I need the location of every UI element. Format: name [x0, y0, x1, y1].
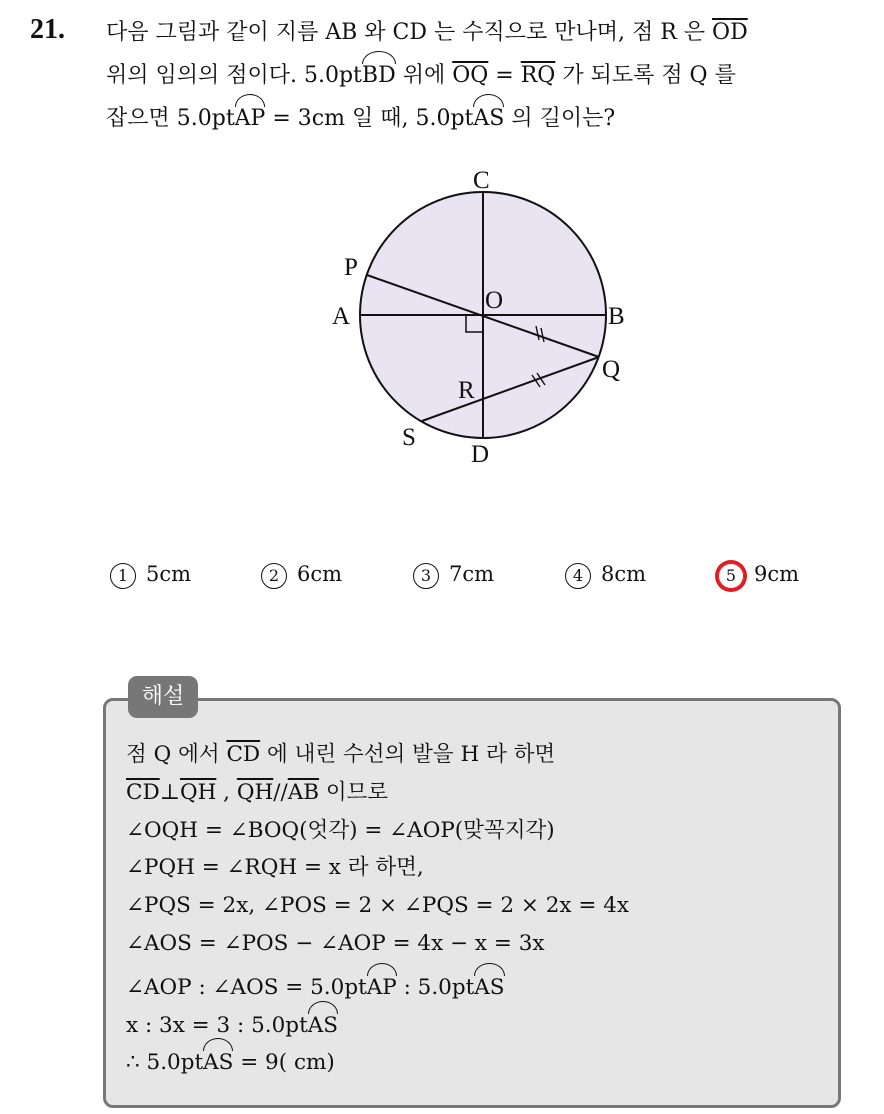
solution-line-5: ∠PQS = 2x, ∠POS = 2 × ∠PQS = 2 × 2x = 4x [126, 893, 630, 919]
label-q: Q [602, 356, 621, 383]
question-line-3 [106, 94, 866, 137]
arc-as: AS [308, 1001, 338, 1045]
label-d: D [471, 441, 490, 468]
sol-l2-comma: , [216, 779, 237, 805]
sol-l2-text-b: 이므로 [319, 779, 389, 805]
arc-ap: AP [367, 963, 397, 1007]
solution-line-9 [126, 1038, 826, 1076]
parallel-symbol: // [273, 779, 288, 805]
q-line3-text-a: 잡으면 5.0pt [106, 106, 235, 131]
solution-text [126, 736, 826, 1076]
solution-line-6: ∠AOS = ∠POS − ∠AOP = 4x − x = 3x [126, 930, 545, 956]
choice-number: 1 [110, 563, 136, 589]
label-b: B [608, 303, 625, 330]
segment-rq: $\overline{RQ}$ [520, 63, 556, 88]
segment-qh: $\overline{QH}$ [179, 779, 217, 805]
label-s: S [402, 424, 416, 451]
choice-number: 3 [413, 563, 439, 589]
segment-od: $\overline{OD}$ [712, 20, 748, 45]
q-line1-text: 다음 그림과 같이 지름 AB 와 CD 는 수직으로 만나며, 점 R 은 [106, 20, 706, 45]
choice-number: 5 [718, 563, 744, 589]
segment-qh: $\overline{QH}$ [236, 779, 274, 805]
answer-choices [110, 562, 830, 598]
label-o: O [485, 287, 504, 314]
solution-line-7 [126, 963, 826, 1001]
question-line-2 [106, 51, 866, 94]
choice-5[interactable] [718, 562, 799, 589]
choice-3[interactable] [413, 562, 494, 589]
sol-l9-text-b: = 9( cm) [233, 1050, 335, 1076]
choice-text: 7cm [449, 562, 495, 586]
question-line-1 [106, 14, 866, 51]
solution-line-3: ∠OQH = ∠BOQ(엇각) = ∠AOP(맞꼭지각) [126, 817, 555, 843]
choice-number: 2 [261, 563, 287, 589]
label-a: A [332, 303, 351, 330]
circle-figure [320, 160, 650, 470]
choice-2[interactable] [261, 562, 342, 589]
choice-text: 9cm [754, 562, 800, 586]
q-line3-text-b: = 3cm 일 때, 5.0pt [265, 106, 474, 131]
q-line2-text-c: 가 되도록 점 Q 를 [555, 63, 736, 88]
label-p: P [344, 254, 358, 281]
sol-l7-text-b: : 5.0pt [396, 974, 475, 1000]
q-line3-text-c: 의 길이는? [504, 106, 616, 131]
solution-line-2 [126, 774, 826, 812]
segment-ab: $\overline{AB}$ [287, 779, 320, 805]
perpendicular-symbol: ⊥ [159, 779, 180, 805]
arc-as: AS [203, 1038, 233, 1082]
choice-text: 5cm [146, 562, 192, 586]
arc-ap: AP [235, 94, 266, 137]
segment-cd: $\overline{CD}$ [126, 779, 160, 805]
q-line2-text-a: 위의 임의의 점이다. 5.0pt [106, 63, 362, 88]
solution-line-4: ∠PQH = ∠RQH = x 라 하면, [126, 855, 424, 881]
sol-l7-text-a: ∠AOP : ∠AOS = 5.0pt [126, 974, 367, 1000]
question-text [106, 14, 866, 137]
choice-text: 6cm [297, 562, 343, 586]
sol-l1-text-b: 에 내린 수선의 발을 H 라 하면 [260, 742, 556, 767]
sol-l8-text-a: x : 3x = 3 : 5.0pt [126, 1012, 308, 1038]
arc-as: AS [474, 963, 504, 1007]
q-line2-equals: = [488, 63, 521, 88]
label-c: C [473, 167, 490, 194]
q-line2-text-b: 위에 [395, 63, 453, 88]
sol-l1-text-a: 점 Q 에서 [126, 742, 227, 767]
segment-oq: $\overline{OQ}$ [452, 63, 489, 88]
arc-as: AS [473, 94, 504, 137]
solution-tag: 해설 [128, 676, 198, 718]
solution-line-1 [126, 736, 826, 774]
question-number: 21. [30, 14, 65, 45]
choice-number: 4 [565, 563, 591, 589]
choice-text: 8cm [601, 562, 647, 586]
segment-cd: $\overline{CD}$ [226, 742, 261, 767]
label-r: R [458, 377, 475, 404]
choice-4[interactable] [565, 562, 646, 589]
choice-1[interactable] [110, 562, 191, 589]
sol-l9-text-a: ∴ 5.0pt [126, 1050, 204, 1076]
arc-bd: BD [362, 51, 396, 94]
